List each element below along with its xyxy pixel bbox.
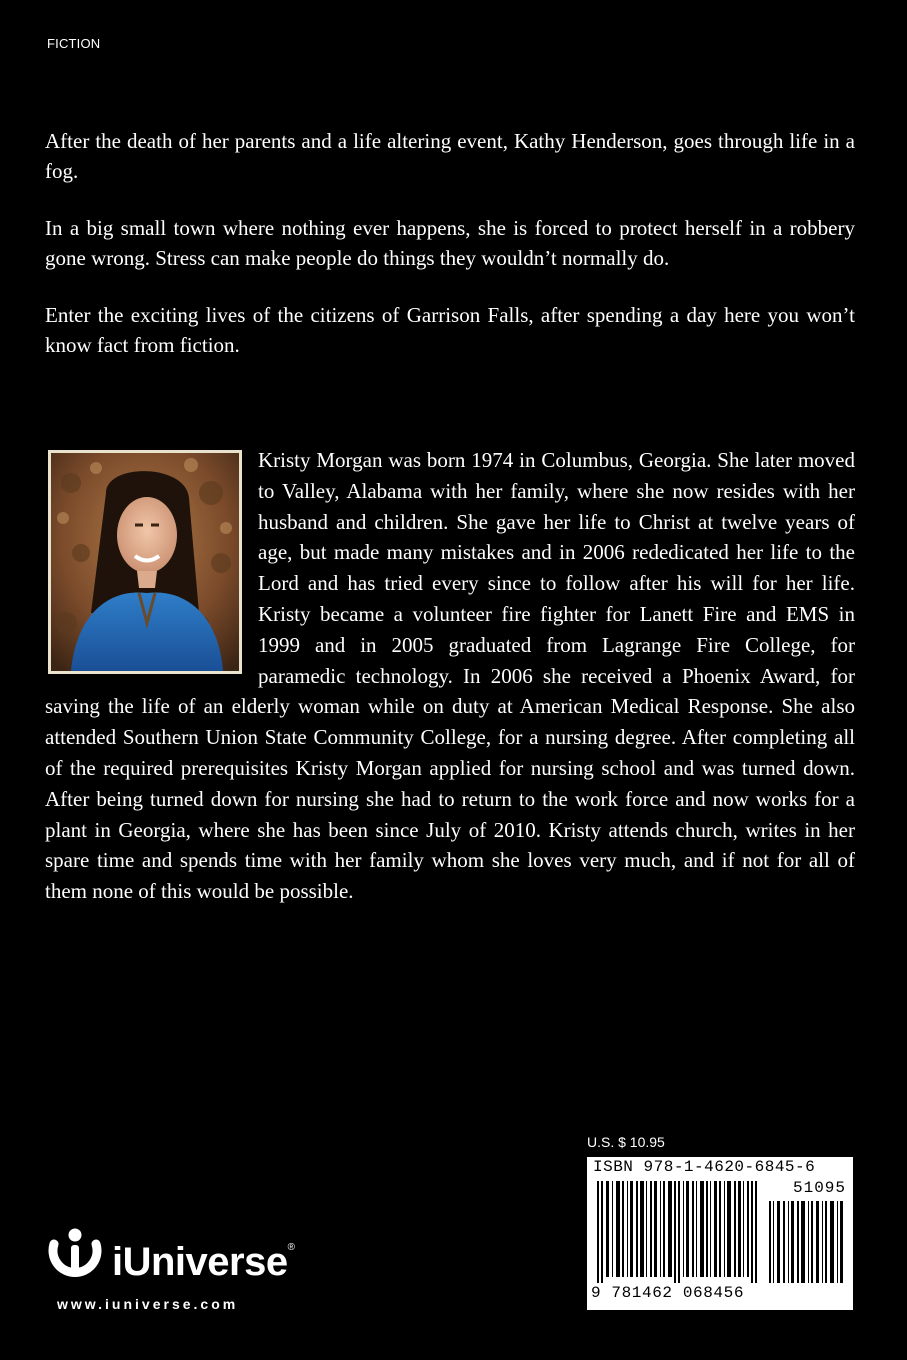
author-photo	[48, 450, 242, 674]
price-label: U.S. $ 10.95	[587, 1134, 665, 1150]
bio-text: Kristy Morgan was born 1974 in Columbus, Georgia. She later moved to Valley, Alabama with her family, where she now resides with her husband and children. She gave her life to Christ at twelve years of age, but made many mistakes and in 2006 rededicated her life to the Lord and has tried every since to follow after his will for her life. Kristy became a volunteer fire fighter for Lanett Fire and EMS in 1999 and in 2005 graduated from Lagrange Fire College, for paramedic technology. In 2006 she received a Phoenix Award, for saving the life of an elderly woman while on duty at American Medical Response. She also attended Southern Union State Community College, for a nursing degree. After completing all of the required prerequisites Kristy Morgan applied for nursing school and was turned down. After being turned down for nursing she had to return to the work force and now works for a plant in Georgia, where she has been since July of 2010. Kristy attends church, writes in her spare time and spends time with her family whom she loves very much, and if not for all of them none of this would be possible.	[45, 448, 855, 904]
ean-barcode-bars	[593, 1181, 763, 1283]
isbn-number: ISBN 978-1-4620-6845-6	[593, 1158, 816, 1176]
ean-digits: 9 781462 068456	[591, 1284, 745, 1302]
genre-label: FICTION	[47, 36, 101, 51]
publisher-name	[112, 1240, 294, 1285]
author-portrait-image	[51, 453, 239, 671]
book-blurb	[45, 126, 855, 387]
registered-mark: ®	[287, 1242, 295, 1253]
blurb-paragraph: After the death of her parents and a life altering event, Kathy Henderson, goes through life in a fog.	[45, 129, 855, 183]
publisher-logo	[42, 1222, 322, 1292]
addon-barcode-bars	[767, 1201, 847, 1283]
publisher-website: www.iuniverse.com	[57, 1296, 239, 1312]
barcode-price-code: 51095	[792, 1179, 846, 1197]
isbn-barcode	[587, 1157, 853, 1310]
blurb-paragraph: Enter the exciting lives of the citizens of Garrison Falls, after spending a day here you won’t know fact from fiction.	[45, 303, 855, 357]
publisher-name-text: iUniverse	[112, 1240, 288, 1284]
blurb-paragraph: In a big small town where nothing ever happens, she is forced to protect herself in a robbery gone wrong. Stress can make people do things they wouldn’t normally do.	[45, 216, 855, 270]
author-bio	[45, 445, 855, 907]
iuniverse-logo-icon	[42, 1222, 108, 1288]
